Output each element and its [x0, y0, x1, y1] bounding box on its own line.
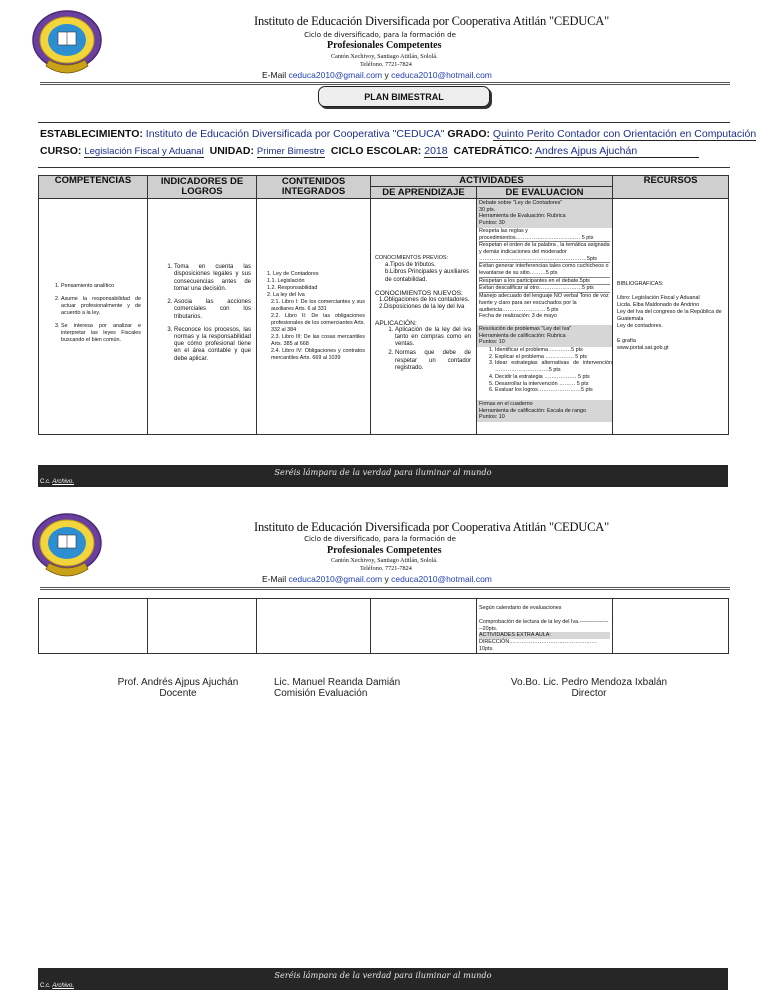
- aplicacion-item: 1. Aplicación de la ley del iva tanto en compras como en ventas.: [395, 327, 471, 349]
- header-evaluacion: DE EVALUACION: [477, 187, 613, 199]
- address-line: Cantón Xechivoy, Santiago Atitlán, Sololá.: [331, 53, 438, 60]
- email-gmail-link[interactable]: ceduca2010@gmail.com: [288, 574, 383, 584]
- cont-cell-competencias: [39, 599, 148, 654]
- recurso-item: Libro: Legislación Fiscal y Aduanal: [617, 295, 700, 301]
- contenido-item: 2.2. Libro II: De las obligaciones profesionales de los comerciantes Arts. 332 al 384: [271, 313, 365, 333]
- cc-label: C.c.: [40, 983, 51, 989]
- nuevos-item: 1.Obligaciones de los contadores.: [379, 297, 470, 304]
- header-aprendizaje: DE APRENDIZAJE: [371, 187, 477, 199]
- signature-director: [494, 677, 684, 699]
- email-label: E-Mail: [262, 70, 289, 80]
- eval-block3-line: Firmas en el cuaderno: [479, 400, 533, 407]
- competencia-item: 1. Pensamiento analítico: [61, 283, 141, 290]
- cont-cell-contenidos: [257, 599, 371, 654]
- eval-block1-line: 30 pts.: [479, 206, 496, 213]
- email-line: [262, 574, 492, 584]
- evaluacion-cell: [477, 199, 613, 435]
- signature-name: Vo.Bo. Lic. Pedro Mendoza Ixbalán: [510, 677, 668, 688]
- header-rule: [40, 587, 730, 590]
- teacher-label: CATEDRÁTICO:: [453, 145, 533, 157]
- eval-step: 1. Identificar el problema …………5 pts: [495, 347, 612, 354]
- eval-note: Según calendario de evaluaciones: [479, 605, 562, 611]
- header-indicadores: INDICADORES DE LOGROS: [148, 176, 257, 199]
- contenido-item: 1. Ley de Contadores: [267, 271, 319, 277]
- grade-value: Quinto Perito Contador con Orientación en Computación: [492, 128, 757, 140]
- school-logo: [28, 511, 106, 583]
- recurso-item: Ley de contadores.: [617, 323, 663, 329]
- aplicacion-item: 2. Normas que debe de respetar un contador registrado.: [395, 350, 471, 372]
- footer-cc: [40, 983, 74, 989]
- cont-cell-aprendizaje: [371, 599, 477, 654]
- cycle-line: Ciclo de diversificado, para la formación de: [304, 535, 456, 543]
- phone-line: Teléfono. 7721-7824: [360, 565, 412, 572]
- signature-role: Director: [571, 688, 607, 699]
- header-competencias: COMPETENCIAS: [39, 176, 148, 199]
- eval-criterion: Respeta las reglas y procedimientos……………………………… 5 pts: [479, 228, 610, 242]
- plan-table: [38, 175, 729, 435]
- recurso-item: BIBLIOGRAFICAS:: [617, 281, 664, 287]
- cc-archive: Archivo.: [52, 479, 75, 485]
- eval-criterion: Respetan a los participantes en el debate.5pts: [479, 278, 610, 286]
- contenidos-cell: [257, 199, 371, 435]
- cont-cell-recursos: [613, 599, 729, 654]
- indicador-item: 1. Toma en cuenta las disposiciones legales y sus consecuencias antes de tomar una decisión.: [174, 264, 251, 293]
- plan-title: PLAN BIMESTRAL: [364, 91, 444, 102]
- professionals-line: Profesionales Competentes: [327, 40, 442, 51]
- contenido-item: 1.2. Responsabilidad: [267, 285, 318, 291]
- eval-step: 5. Desarrollar la intervención ……… 5 pts: [495, 381, 612, 388]
- eval-note: Comprobación de lectura de la ley del Iva.------------------20pts.: [479, 618, 609, 632]
- eval-note: ACTIVIDADES EXTRA AULA:: [479, 632, 610, 639]
- grade-label: GRADO:: [447, 128, 490, 140]
- course-row: [40, 145, 699, 157]
- email-separator: y: [382, 574, 392, 584]
- competencia-item: 3. Se interesa por analizar e interpretar las leyes Fiscales buscando el bien común.: [61, 323, 141, 344]
- footer-cc: [40, 479, 74, 485]
- eval-step: 4. Decidir la estrategia ……………… 5 pts: [495, 374, 612, 381]
- year-value: 2018: [424, 145, 448, 157]
- signature-role: Comisión Evaluación: [274, 688, 368, 699]
- eval-block1-line: Herramienta de Evaluación: Rubrica: [479, 213, 566, 220]
- eval-block1-line: Debate sobre "Ley de Contadores": [479, 200, 563, 206]
- recurso-item: Ley del Iva del congreso de la República de Guatemala: [617, 309, 722, 322]
- eval-criterion: Fecha de realización: 3 de mayo: [479, 313, 557, 320]
- eval-criterion: Evitan descalificar al otro……………………5 pts: [479, 285, 610, 293]
- header-recursos: RECURSOS: [613, 176, 729, 199]
- contenido-item: 2.4. Libro IV: Obligaciones y contratos mercantiles Arts. 669 al 1039: [271, 348, 365, 361]
- previos-item: b.Libros Principales y auxiliares de contabilidad.: [385, 269, 470, 283]
- indicadores-cell: [148, 199, 257, 435]
- contenido-item: 1.1. Legislación: [267, 278, 305, 284]
- email-line: [262, 70, 492, 80]
- year-label: CICLO ESCOLAR:: [330, 145, 422, 157]
- email-hotmail-link[interactable]: ceduca2010@hotmail.com: [391, 574, 492, 584]
- eval-step: 3. Idear estrategias alternativas de intervención …………………………5 pts: [495, 360, 612, 373]
- recurso-link[interactable]: www.portal.sat.gob.gt: [617, 345, 669, 351]
- header-rule: [40, 82, 730, 85]
- eval-note: DIRECCIÓN.…………………………………………10pts.: [479, 639, 597, 652]
- indicador-item: 3. Reconoce los procesos, las normas y la responsabilidad que cómo profesional tiene en el área contable y que debe aplicar.: [174, 327, 251, 363]
- email-hotmail-link[interactable]: ceduca2010@hotmail.com: [391, 70, 492, 80]
- eval-criterion: Respetan el orden de la palabra , la temática asignada y demás indicaciones del moderador ……………………………………………………5pts: [479, 242, 610, 262]
- email-gmail-link[interactable]: ceduca2010@gmail.com: [288, 70, 383, 80]
- unit-label: UNIDAD:: [209, 145, 254, 157]
- establishment-value: Instituto de Educación Diversificada por Cooperativa "CEDUCA": [145, 128, 445, 140]
- previos-title: CONOCIMIENTOS PREVIOS:: [375, 255, 448, 262]
- cc-archive: Archivo.: [52, 983, 75, 989]
- eval-block2-line: Resolución de problemas "Ley del Iva": [479, 325, 572, 332]
- recurso-item: Licda. Elba Maldonado de Andrino: [617, 302, 700, 308]
- signature-comision: [274, 677, 404, 699]
- unit-value: Primer Bimestre: [256, 146, 325, 157]
- phone-line: Teléfono. 7721-7824: [360, 61, 412, 68]
- nuevos-item: 2.Disposiciones de la ley del Iva: [379, 304, 465, 311]
- footer-motto: Seréis lámpara de la verdad para iluminar al mundo: [274, 970, 492, 980]
- eval-step: 2. Explicar el problema ……………. 5 pts: [495, 354, 612, 361]
- establishment-row: [40, 128, 756, 140]
- cont-cell-evaluacion: [477, 599, 613, 654]
- eval-block3-line: Herramienta de calificación: Escala de rango: [479, 407, 586, 414]
- continuation-table: [38, 598, 729, 654]
- aplicacion-title: APLICACIÓN:: [375, 319, 417, 327]
- recurso-item: E grafía: [617, 338, 636, 344]
- contenido-item: 2.3. Libro III: De las cosas mercantiles Arts. 385 al 668: [271, 334, 365, 347]
- eval-block2-line: Puntos: 10: [479, 339, 505, 346]
- competencia-item: 2. Asume la responsabilidad de actuar profesionalmente y de acuerdo a la ley.: [61, 296, 141, 317]
- cycle-line: Ciclo de diversificado, para la formación de: [304, 31, 456, 39]
- nuevos-title: CONOCIMIENTOS NUEVOS:: [375, 289, 463, 297]
- course-label: CURSO:: [40, 145, 82, 157]
- cc-label: C.c.: [40, 479, 51, 485]
- header-contenidos: CONTENIDOS INTEGRADOS: [257, 176, 371, 199]
- previos-item: a.Tipos de tributos.: [385, 262, 436, 269]
- eval-block1-line: Puntos: 30: [479, 220, 505, 227]
- institute-name: Instituto de Educación Diversificada por Cooperativa Atitlán "CEDUCA": [254, 520, 609, 534]
- institute-name: Instituto de Educación Diversificada por Cooperativa Atitlán "CEDUCA": [254, 14, 609, 28]
- contenido-item: 2.1. Libro I: De los comerciantes y sus auxiliares Arts. 6 al 331: [271, 299, 365, 312]
- cont-cell-indicadores: [148, 599, 257, 654]
- signature-name: Prof. Andrés Ajpus Ajuchán: [117, 677, 239, 688]
- footer-motto: Seréis lámpara de la verdad para iluminar al mundo: [274, 467, 492, 477]
- eval-block2-line: Herramienta de calificación: Rubrica: [479, 332, 566, 339]
- course-value: Legislación Fiscal y Aduanal: [84, 146, 204, 157]
- competencias-cell: [39, 199, 148, 435]
- establishment-label: ESTABLECIMIENTO:: [40, 128, 143, 140]
- signature-docente: [108, 677, 248, 699]
- header-actividades: ACTIVIDADES: [371, 176, 613, 187]
- address-line: Cantón Xechivoy, Santiago Atitlán, Sololá.: [331, 557, 438, 564]
- school-logo: [28, 8, 106, 80]
- recursos-cell: [613, 199, 729, 435]
- professionals-line: Profesionales Competentes: [327, 545, 442, 556]
- email-label: E-Mail: [262, 574, 289, 584]
- contenido-item: 2. La ley del Iva: [267, 292, 305, 298]
- signature-role: Docente: [159, 688, 197, 699]
- aprendizaje-cell: [371, 199, 477, 435]
- eval-criterion: Evitan generar interferencias tales como cuchicheos o levantarse de su sitio………5 pts: [479, 263, 609, 277]
- eval-criterion: Manejo adecuado del lenguaje NO verbal Tono de voz fuerte y claro para ser escuchados por la audiencia…………………… 5 pts: [479, 293, 609, 313]
- indicador-item: 2. Asocia las acciones comerciales con los tributarios.: [174, 299, 251, 321]
- signature-name: Lic. Manuel Reanda Damián: [274, 677, 401, 688]
- plan-title-box: [318, 86, 490, 107]
- eval-step: 6. Evaluar los logros……………………5 pts: [495, 387, 612, 394]
- eval-block3-line: Puntos: 10: [479, 414, 505, 421]
- email-separator: y: [382, 70, 392, 80]
- teacher-value: Andres Ajpus Ajuchán: [535, 145, 699, 158]
